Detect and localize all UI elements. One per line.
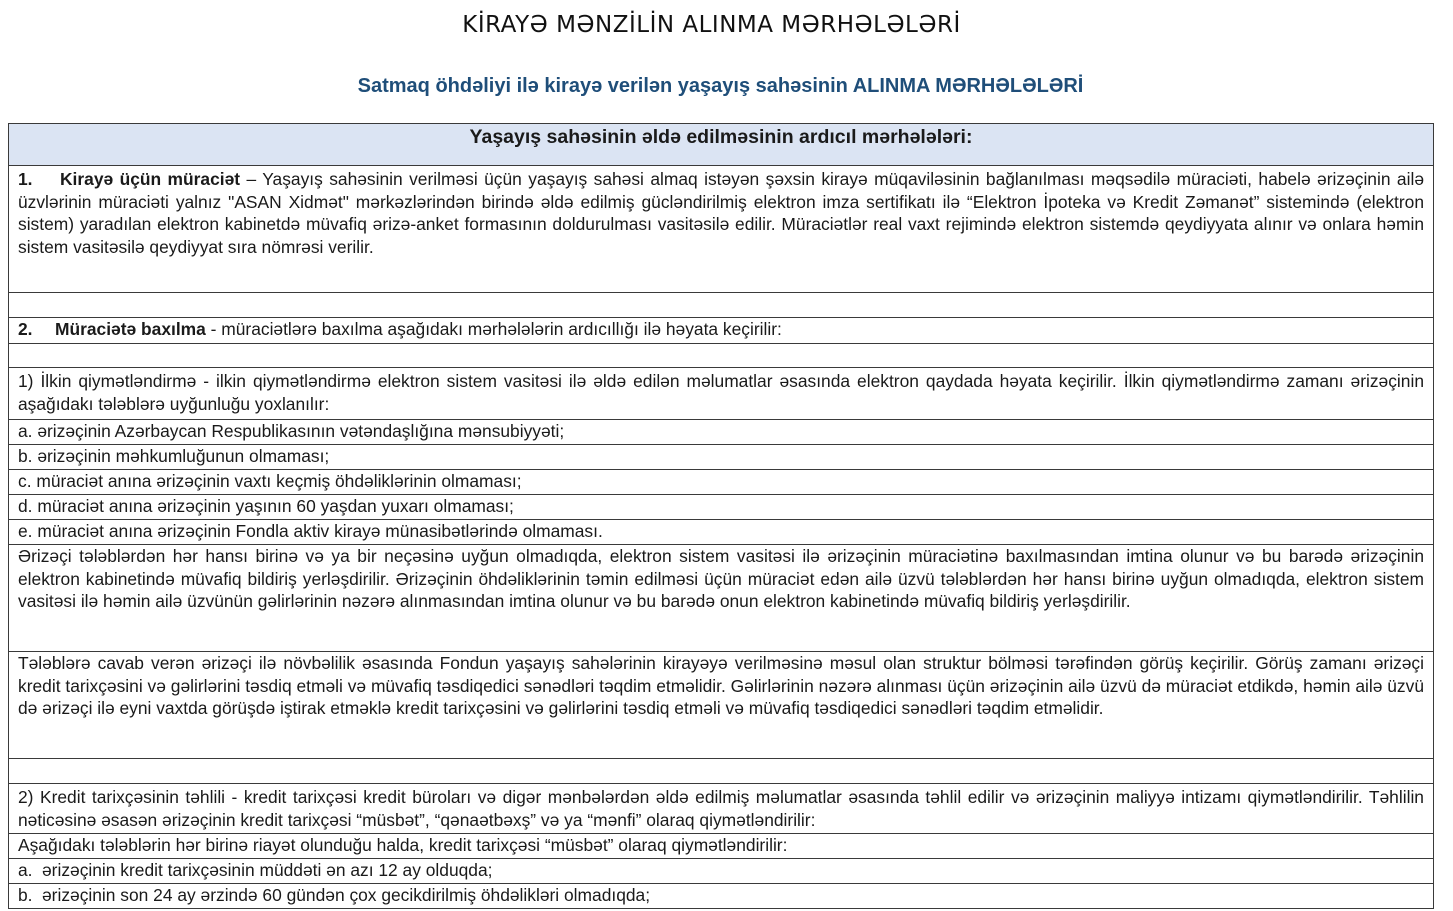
item-marker: b. bbox=[18, 885, 33, 905]
requirement-item: e. müraciət anına ərizəçinin Fondla aktiv kirayə münasibətlərində olmaması. bbox=[9, 520, 1434, 545]
requirement-item: c. müraciət anına ərizəçinin vaxtı keçmiş öhdəliklərinin olmaması; bbox=[9, 470, 1434, 495]
sub-step-1-cell bbox=[9, 368, 1434, 420]
interview-paragraph: Tələblərə cavab verən ərizəçi ilə növbəlilik əsasında Fondun yaşayış sahələrinin kirayəyə verilməsinə məsul olan struktur bölməsi tərəfindən görüş keçirilir. Görüş zamanı ərizəçi kredit tarixçəsini və gəlirlərini təsdiq etməli və müvafiq təsdiqedici sənədləri təqdim etməlidir. Gəlirlərinin nəzərə alınması üçün ərizəçinin ailə üzvü də müraciət etdikdə, həmin ailə üzvü də ərizəçi ilə eyni vaxtda görüşdə iştirak etməklə kredit tarixçəsini və gəlirlərini təsdiq etməli və müvafiq təsdiqedici sənədləri təqdim etməlidir. bbox=[9, 652, 1434, 759]
steps-table bbox=[8, 123, 1434, 909]
step-1-number: 1. bbox=[18, 169, 33, 189]
sub-step-1-label: 1) İlkin qiymətləndirmə bbox=[18, 371, 197, 391]
table-header: Yaşayış sahəsinin əldə edilməsinin ardıcıl mərhələləri: bbox=[9, 124, 1434, 166]
sub-step-2-text: - kredit tarixçəsi kredit büroları və digər mənbələrdən əldə edilmiş məlumatlar əsasında təhlil edilir və ərizəçinin maliyyə intizamı qiymətləndirilir. Təhlilin nəticəsinə əsasən ərizəçinin kredit tarixçəsi “müsbət”, “qənaətbəxş” və ya “mənfi” olaraq qiymətləndirilir: bbox=[18, 787, 1424, 830]
requirement-item: a. ərizəçinin Azərbaycan Respublikasının vətəndaşlığına mənsubiyyəti; bbox=[9, 420, 1434, 445]
positive-item bbox=[9, 884, 1434, 909]
sub-step-2-label: 2) Kredit tarixçəsinin təhlili bbox=[18, 787, 226, 807]
requirement-item: d. müraciət anına ərizəçinin yaşının 60 yaşdan yuxarı olmaması; bbox=[9, 495, 1434, 520]
item-marker: a. bbox=[18, 860, 33, 880]
step-1-label: Kirayə üçün müraciət bbox=[60, 169, 241, 189]
step-2-label: Müraciətə baxılma bbox=[55, 319, 206, 339]
positive-item bbox=[9, 859, 1434, 884]
empty-row bbox=[9, 344, 1434, 368]
empty-row bbox=[9, 759, 1434, 784]
step-1-cell bbox=[9, 166, 1434, 293]
sub-step-1-text: - ilkin qiymətləndirmə elektron sistem vasitəsi ilə əldə edilən məlumatlar əsasında elektron qaydada həyata keçirilir. İlkin qiymətləndirmə zamanı ərizəçinin aşağıdakı tələblərə uyğunluğu yoxlanılır: bbox=[18, 371, 1424, 414]
rejection-paragraph: Ərizəçi tələblərdən hər hansı birinə və ya bir neçəsinə uyğun olmadıqda, elektron sistem vasitəsi ilə ərizəçinin müraciətinə baxılmasından imtina olunur və bu barədə ərizəçinin elektron kabinetində müvafiq bildiriş yerləşdirilir. Ərizəçinin öhdəliklərinin təmin edilməsi üçün müraciət edən ailə üzvü tələblərdən hər hansı birinə uyğun olmadıqda, elektron sistem vasitəsi ilə həmin ailə üzvünün gəlirlərinin nəzərə alınmasından imtina olunur və bu barədə onun elektron kabinetində müvafiq bildiriş yerləşdirilir. bbox=[9, 545, 1434, 652]
requirement-item: b. ərizəçinin məhkumluğunun olmaması; bbox=[9, 445, 1434, 470]
document-subtitle: Satmaq öhdəliyi ilə kirayə verilən yaşayış sahəsinin ALINMA MƏRHƏLƏLƏRİ bbox=[357, 75, 1084, 97]
document-title: KİRAYƏ MƏNZİLİN ALINMA MƏRHƏLƏLƏRİ bbox=[462, 12, 961, 38]
item-text: ərizəçinin kredit tarixçəsinin müddəti ən azı 12 ay olduqda; bbox=[42, 860, 493, 880]
step-1-text: – Yaşayış sahəsinin verilməsi üçün yaşayış sahəsi almaq istəyən şəxsin kirayə müqaviləsinin bağlanılması məqsədilə müraciəti, habelə ərizəçinin ailə üzvlərinin müraciəti yalnız "ASAN Xidmət" mərkəzlərindən birində əldə edilmiş gücləndirilmiş elektron imza sertifikatı ilə “Elektron İpoteka və Kredit Zəmanət” sistemində (elektron sistem) yaradılan elektron kabinetdə müvafiq ərizə-anket formasının doldurulması vasitəsilə edilir. Müraciətlər real vaxt rejimində elektron sistemdə qeydiyyata alınır və onlara həmin sistem vasitəsilə qeydiyyat sıra nömrəsi verilir. bbox=[18, 169, 1424, 257]
positive-intro: Aşağıdakı tələblərin hər birinə riayət olunduğu halda, kredit tarixçəsi “müsbət” olaraq qiymətləndirilir: bbox=[9, 834, 1434, 859]
sub-step-2-cell bbox=[9, 784, 1434, 834]
empty-row bbox=[9, 293, 1434, 318]
step-2-number: 2. bbox=[18, 319, 33, 339]
step-2-cell bbox=[9, 318, 1434, 344]
item-text: ərizəçinin son 24 ay ərzində 60 gündən çox gecikdirilmiş öhdəlikləri olmadıqda; bbox=[42, 885, 651, 905]
step-2-text: - müraciətlərə baxılma aşağıdakı mərhələlərin ardıcıllığı ilə həyata keçirilir: bbox=[205, 319, 782, 339]
